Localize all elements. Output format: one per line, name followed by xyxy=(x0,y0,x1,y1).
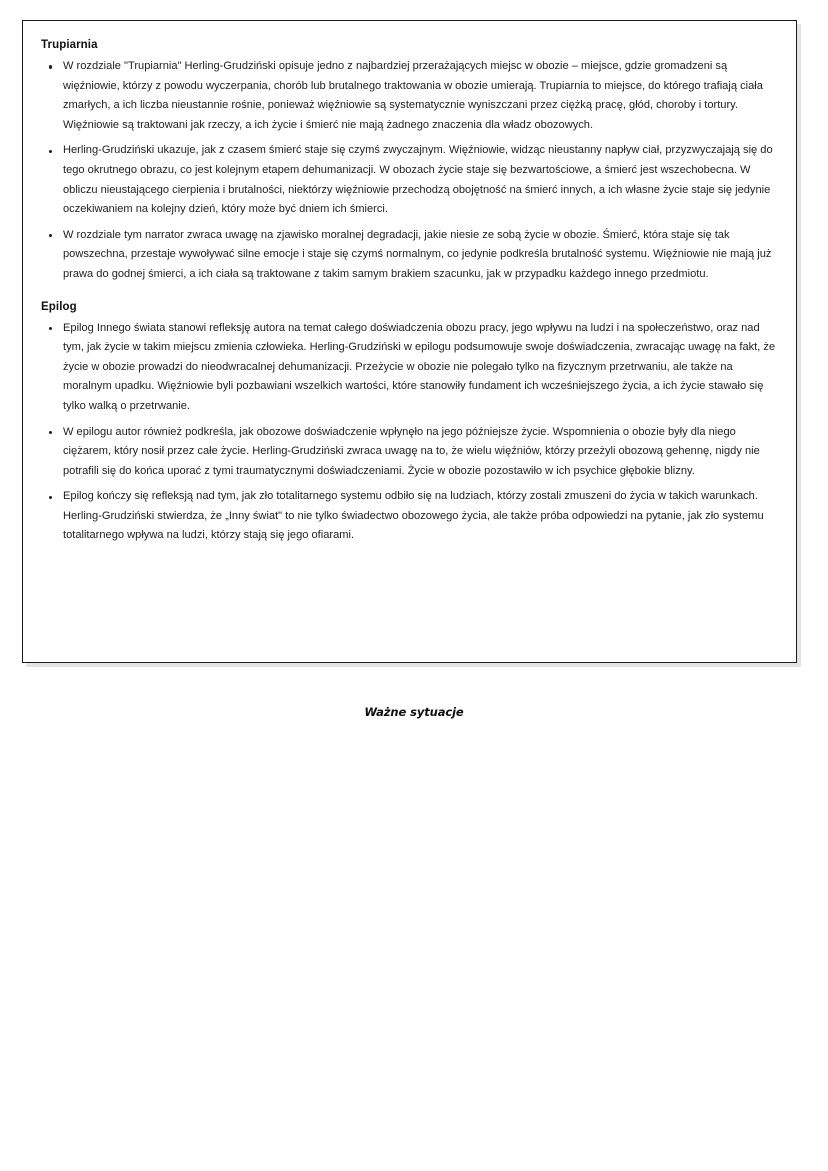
note-card xyxy=(22,20,797,663)
section-epilog xyxy=(41,299,776,547)
bullet-list-trupiarnia xyxy=(41,57,776,285)
section-heading-trupiarnia: Trupiarnia xyxy=(41,39,98,51)
bullet-list-epilog xyxy=(41,319,776,547)
list-item: W rozdziale "Trupiarnia" Herling-Grudziński opisuje jedno z najbardziej przerażających miejsc w obozie – miejsce, gdzie gromadzeni są więźniowie, którzy z powodu wyczerpania, chorób lub brutalnego traktowania w obozie umierają. Trupiarnia to miejsce, do którego trafiają ciała zmarłych, a ich liczba nieustannie rośnie, ponieważ więźniowie są systematycznie wyniszczani przez ciężką pracę, głód, choroby i tortury. Więźniowie są traktowani jak rzeczy, a ich życie i śmierć nie mają żadnego znaczenia dla władz obozowych. xyxy=(41,57,776,135)
caption-row xyxy=(0,703,828,721)
section-trupiarnia xyxy=(41,37,776,285)
list-item: Herling-Grudziński ukazuje, jak z czasem śmierć staje się czymś zwyczajnym. Więźniowie, widząc nieustanny napływ ciał, przyzwyczajają się do tego okrutnego obrazu, co jest kolejnym etapem dehumanizacji. W obozach życie staje się bezwartościowe, a śmierć jest wszechobecna. W obliczu nieustającego cierpienia i brutalności, niektórzy więźniowie przechodzą obojętność na śmierć innych, a ich własne życie staje się jedynie oczekiwaniem na kolejny dzień, który może być dniem ich śmierci. xyxy=(41,141,776,219)
caption-wazne-sytuacje: Ważne sytuacje xyxy=(364,705,464,719)
list-item: Epilog Innego świata stanowi refleksję autora na temat całego doświadczenia obozu pracy, jego wpływu na ludzi i na społeczeństwo, oraz nad tym, jak życie w takim miejscu zmienia człowieka. Herling-Grudziński w epilogu podsumowuje swoje doświadczenia, zwracając uwagę na fakt, że życie w obozie prowadzi do nieodwracalnej dehumanizacji. Przeżycie w obozie nie polegało tylko na fizycznym przetrwaniu, ale także na moralnym upadku. Więźniowie byli pozbawiani wszelkich wartości, które stanowiły fundament ich wcześniejszego życia, a ich życie stawało się tylko walką o przetrwanie. xyxy=(41,319,776,417)
list-item: Epilog kończy się refleksją nad tym, jak zło totalitarnego systemu odbiło się na ludziach, którzy zostali zmuszeni do życia w takich warunkach. Herling-Grudziński stwierdza, że „Inny świat" to nie tylko świadectwo obozowego życia, ale także próba odpowiedzi na pytanie, jak zło systemu totalitarnego wpływa na ludzi, którzy stają się jego ofiarami. xyxy=(41,487,776,546)
section-heading-epilog: Epilog xyxy=(41,300,77,313)
list-item: W epilogu autor również podkreśla, jak obozowe doświadczenie wpłynęło na jego późniejsze życie. Wspomnienia o obozie były dla niego ciężarem, który nosił przez całe życie. Herling-Grudziński zwraca uwagę na to, że wielu więźniów, którzy przeżyli obozową gehennę, nigdy nie potrafili się do końca uporać z tymi traumatycznymi doświadczeniami. Życie w obozie pozostawiło w ich psychice głębokie blizny. xyxy=(41,423,776,482)
list-item: W rozdziale tym narrator zwraca uwagę na zjawisko moralnej degradacji, jakie niesie ze sobą życie w obozie. Śmierć, która staje się tak powszechna, przestaje wywoływać silne emocje i staje się czymś normalnym, co jedynie podkreśla brutalność systemu. Więźniowie nie mają już prawa do godnej śmierci, a ich ciała są traktowane z takim samym brakiem szacunku, jak w przypadku każdego innego przedmiotu. xyxy=(41,226,776,285)
